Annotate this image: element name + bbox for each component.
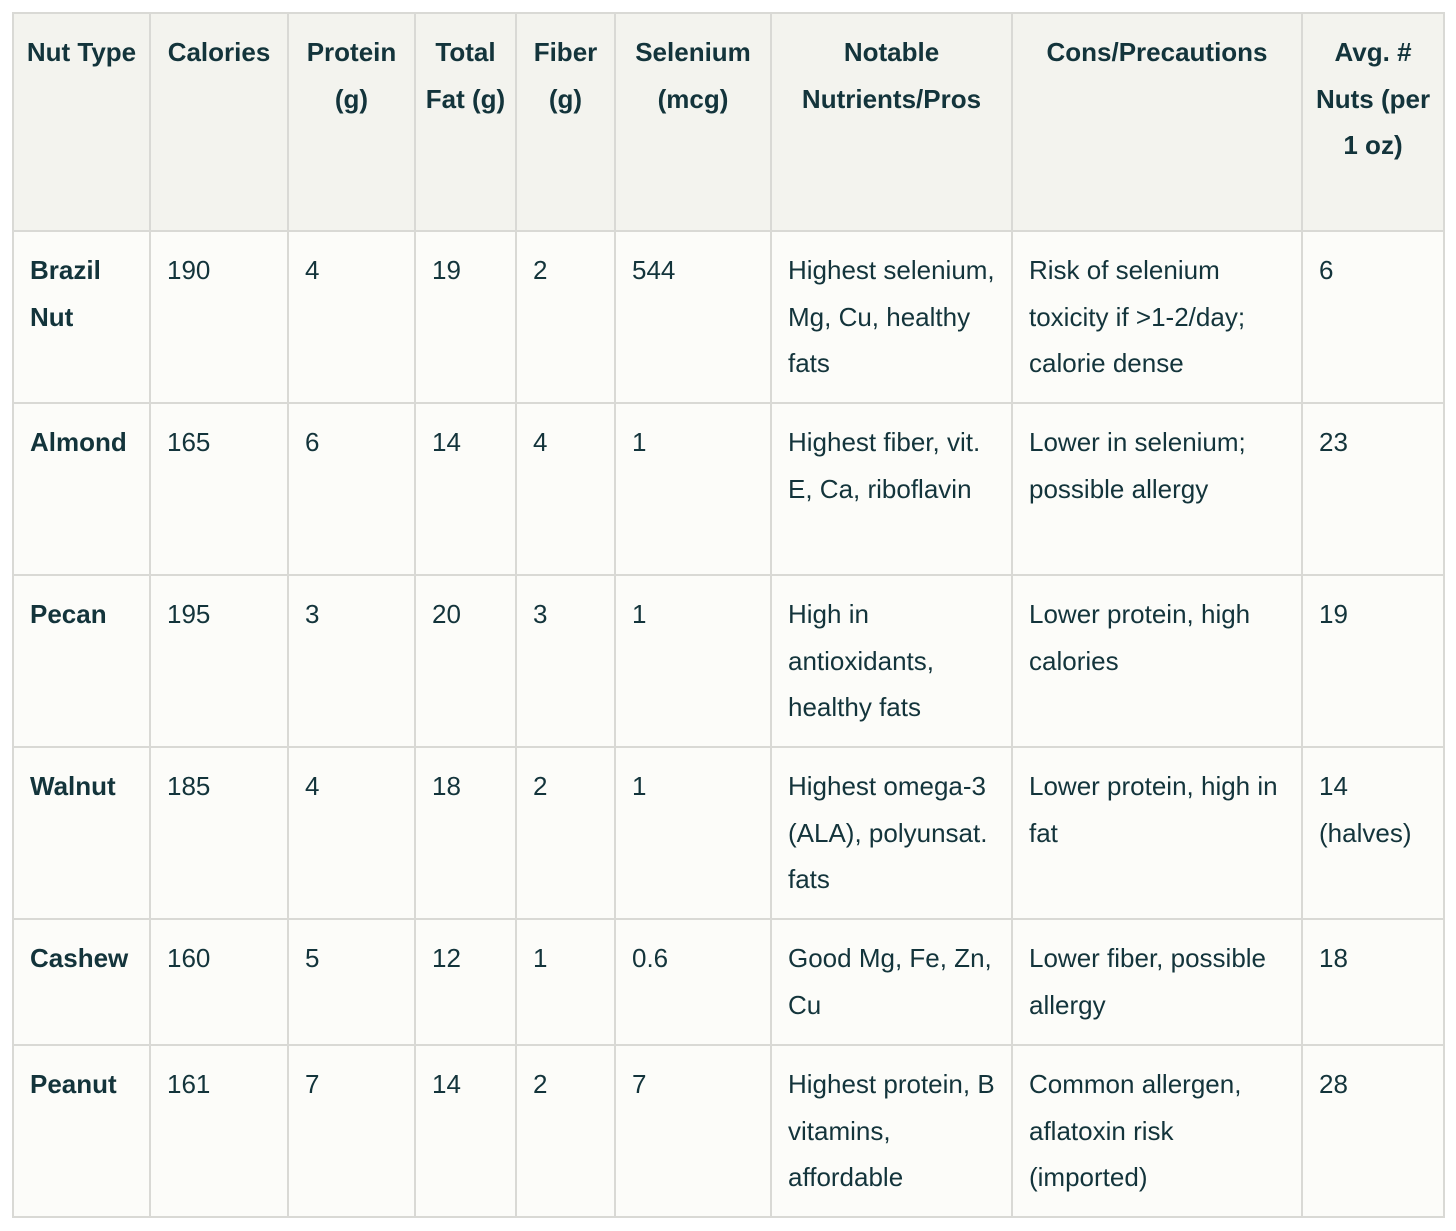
- cell-protein: 4: [288, 231, 415, 403]
- cell-pros: Highest fiber, vit. E, Ca, riboflavin: [771, 403, 1012, 575]
- header-nut-type: Nut Type: [13, 13, 150, 231]
- cell-avg-nuts: 28: [1302, 1045, 1444, 1217]
- cell-total-fat: 14: [415, 403, 516, 575]
- cell-avg-nuts: 6: [1302, 231, 1444, 403]
- cell-protein: 7: [288, 1045, 415, 1217]
- cell-pros: High in antioxidants, healthy fats: [771, 575, 1012, 747]
- cell-total-fat: 18: [415, 747, 516, 919]
- cell-protein: 5: [288, 919, 415, 1045]
- cell-total-fat: 20: [415, 575, 516, 747]
- cell-avg-nuts: 14 (halves): [1302, 747, 1444, 919]
- cell-fiber: 2: [516, 231, 615, 403]
- table-row: [13, 1045, 1444, 1217]
- header-protein: Protein (g): [288, 13, 415, 231]
- cell-avg-nuts: 23: [1302, 403, 1444, 575]
- cell-calories: 160: [150, 919, 288, 1045]
- cell-total-fat: 12: [415, 919, 516, 1045]
- cell-cons: Lower fiber, possible allergy: [1012, 919, 1302, 1045]
- cell-nut-type: Pecan: [13, 575, 150, 747]
- nut-comparison-table: [12, 12, 1445, 1218]
- header-fiber: Fiber (g): [516, 13, 615, 231]
- cell-cons: Lower in selenium; possible allergy: [1012, 403, 1302, 575]
- cell-selenium: 1: [615, 575, 771, 747]
- cell-selenium: 1: [615, 747, 771, 919]
- cell-fiber: 2: [516, 747, 615, 919]
- cell-calories: 195: [150, 575, 288, 747]
- cell-cons: Lower protein, high in fat: [1012, 747, 1302, 919]
- table-row: [13, 747, 1444, 919]
- cell-nut-type: Cashew: [13, 919, 150, 1045]
- cell-pros: Good Mg, Fe, Zn, Cu: [771, 919, 1012, 1045]
- cell-calories: 185: [150, 747, 288, 919]
- cell-selenium: 7: [615, 1045, 771, 1217]
- header-calories: Calories: [150, 13, 288, 231]
- header-avg-nuts: Avg. # Nuts (per 1 oz): [1302, 13, 1444, 231]
- cell-nut-type: Walnut: [13, 747, 150, 919]
- cell-avg-nuts: 18: [1302, 919, 1444, 1045]
- table-row: [13, 403, 1444, 575]
- cell-cons: Common allergen, aflatoxin risk (imported): [1012, 1045, 1302, 1217]
- header-notable-nutrients: Notable Nutrients/Pros: [771, 13, 1012, 231]
- cell-selenium: 1: [615, 403, 771, 575]
- header-row: [13, 13, 1444, 231]
- cell-pros: Highest selenium, Mg, Cu, healthy fats: [771, 231, 1012, 403]
- cell-cons: Risk of selenium toxicity if >1-2/day; calorie dense: [1012, 231, 1302, 403]
- cell-fiber: 2: [516, 1045, 615, 1217]
- table-row: [13, 231, 1444, 403]
- cell-calories: 165: [150, 403, 288, 575]
- table-row: [13, 919, 1444, 1045]
- cell-protein: 6: [288, 403, 415, 575]
- cell-fiber: 1: [516, 919, 615, 1045]
- cell-pros: Highest omega-3 (ALA), polyunsat. fats: [771, 747, 1012, 919]
- header-total-fat: Total Fat (g): [415, 13, 516, 231]
- cell-total-fat: 19: [415, 231, 516, 403]
- cell-calories: 190: [150, 231, 288, 403]
- cell-fiber: 4: [516, 403, 615, 575]
- nut-comparison-table-container: [12, 12, 1443, 1218]
- table-row: [13, 575, 1444, 747]
- cell-cons: Lower protein, high calories: [1012, 575, 1302, 747]
- cell-calories: 161: [150, 1045, 288, 1217]
- cell-nut-type: Almond: [13, 403, 150, 575]
- header-selenium: Selenium (mcg): [615, 13, 771, 231]
- cell-fiber: 3: [516, 575, 615, 747]
- cell-nut-type: Brazil Nut: [13, 231, 150, 403]
- table-body: [13, 231, 1444, 1217]
- cell-nut-type: Peanut: [13, 1045, 150, 1217]
- cell-selenium: 0.6: [615, 919, 771, 1045]
- table-header: [13, 13, 1444, 231]
- cell-protein: 4: [288, 747, 415, 919]
- cell-selenium: 544: [615, 231, 771, 403]
- header-cons-precautions: Cons/Precautions: [1012, 13, 1302, 231]
- cell-total-fat: 14: [415, 1045, 516, 1217]
- cell-avg-nuts: 19: [1302, 575, 1444, 747]
- cell-pros: Highest protein, B vitamins, affordable: [771, 1045, 1012, 1217]
- cell-protein: 3: [288, 575, 415, 747]
